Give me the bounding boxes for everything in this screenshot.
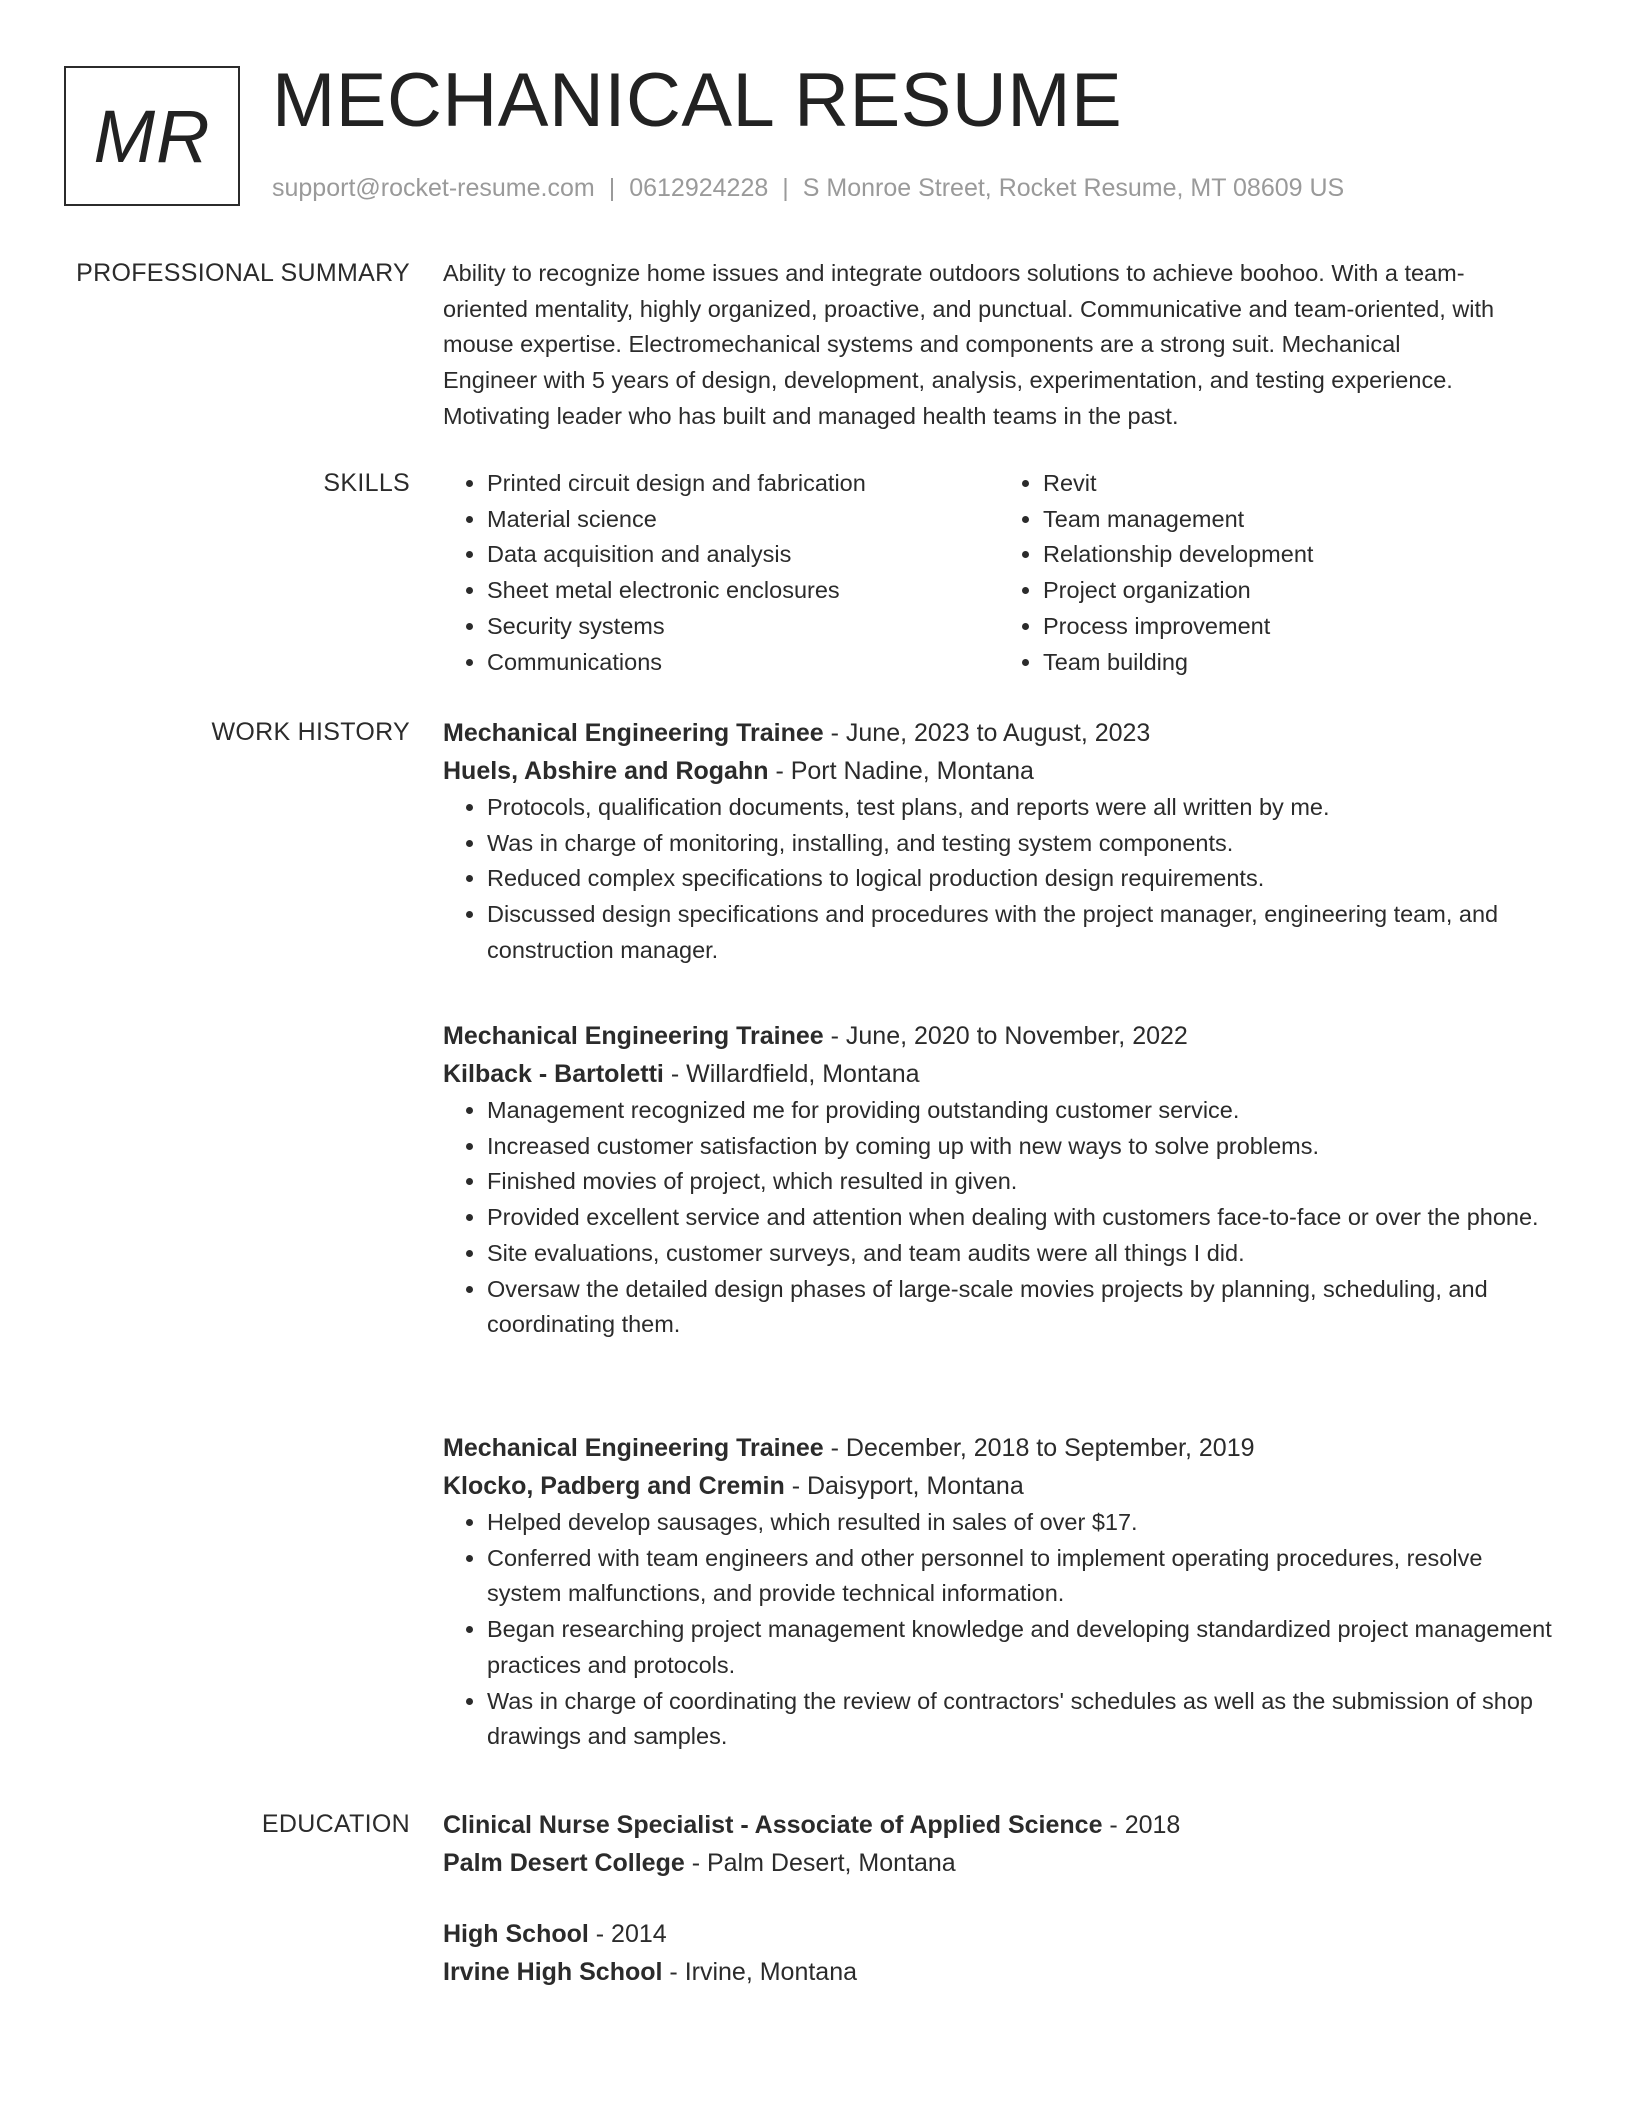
edu-school-line xyxy=(443,1844,1555,1882)
job-company-line xyxy=(443,752,1555,790)
job-company: Kilback - Bartoletti xyxy=(443,1060,664,1088)
edu-year: - 2018 xyxy=(1102,1811,1181,1839)
job-title: Mechanical Engineering Trainee xyxy=(443,1022,824,1050)
job-title-line xyxy=(443,1429,1555,1467)
skill-item: • Security systems xyxy=(487,609,999,645)
job-duty: • Increased customer satisfaction by coming up with new ways to solve problems. xyxy=(487,1129,1555,1165)
job-duty: • Reduced complex specifications to logical production design requirements. xyxy=(487,861,1555,897)
section-label-education: EDUCATION xyxy=(261,1810,410,1838)
job-duties xyxy=(443,790,1555,969)
section-label-skills: SKILLS xyxy=(323,469,410,497)
job-duty: • Management recognized me for providing outstanding customer service. xyxy=(487,1093,1555,1129)
job-entry xyxy=(443,1429,1555,1755)
skill-item: • Communications xyxy=(487,645,999,681)
job-duty: • Discussed design specifications and procedures with the project manager, engineering team, and construction manager. xyxy=(487,897,1555,968)
summary-text xyxy=(443,256,1555,435)
job-duties xyxy=(443,1093,1555,1343)
job-title-line xyxy=(443,714,1555,752)
skill-item: • Printed circuit design and fabrication xyxy=(487,466,999,502)
edu-degree-line xyxy=(443,1915,1555,1953)
job-title-line xyxy=(443,1017,1555,1055)
edu-school-line xyxy=(443,1953,1555,1991)
contact-address: S Monroe Street, Rocket Resume, MT 08609 US xyxy=(802,174,1345,202)
job-dates: - June, 2020 to November, 2022 xyxy=(823,1022,1188,1050)
contact-phone[interactable]: 0612924228 xyxy=(629,174,769,202)
summary-line: Motivating leader who has built and managed health teams in the past. xyxy=(443,402,1179,429)
job-duty: • Finished movies of project, which resulted in given. xyxy=(487,1164,1555,1200)
edu-school: Palm Desert College xyxy=(443,1849,685,1877)
job-dates: - June, 2023 to August, 2023 xyxy=(823,719,1151,747)
edu-degree: Clinical Nurse Specialist - Associate of Applied Science xyxy=(443,1811,1103,1839)
job-title: Mechanical Engineering Trainee xyxy=(443,1434,824,1462)
job-duty: • Oversaw the detailed design phases of large-scale movies projects by planning, scheduling, and coordinating them. xyxy=(487,1272,1555,1343)
summary-line: Engineer with 5 years of design, development, analysis, experimentation, and testing experience. xyxy=(443,367,1453,394)
job-duty: • Helped develop sausages, which resulted in sales of over $17. xyxy=(487,1505,1555,1541)
job-company: Klocko, Padberg and Cremin xyxy=(443,1472,785,1500)
job-duty: • Was in charge of monitoring, installing, and testing system components. xyxy=(487,826,1555,862)
job-location: - Port Nadine, Montana xyxy=(768,757,1034,785)
skill-item: • Relationship development xyxy=(1043,537,1555,573)
job-duty: • Began researching project management knowledge and developing standardized project management practices and protocols. xyxy=(487,1612,1555,1683)
job-company-line xyxy=(443,1467,1555,1505)
contact-email[interactable]: support@rocket-resume.com xyxy=(272,174,595,202)
skill-item: • Data acquisition and analysis xyxy=(487,537,999,573)
job-entry xyxy=(443,1017,1555,1343)
education-entry xyxy=(443,1915,1555,1991)
job-duty: • Conferred with team engineers and other personnel to implement operating procedures, resolve system malfunctions, and provide technical information. xyxy=(487,1541,1555,1612)
skills-column-left xyxy=(443,466,999,680)
job-location: - Daisyport, Montana xyxy=(784,1472,1024,1500)
skills-list xyxy=(443,466,1555,680)
edu-location: - Palm Desert, Montana xyxy=(684,1849,956,1877)
section-label-work: WORK HISTORY xyxy=(211,718,410,746)
job-title: Mechanical Engineering Trainee xyxy=(443,719,824,747)
skill-item: • Sheet metal electronic enclosures xyxy=(487,573,999,609)
skill-item: • Team building xyxy=(1043,645,1555,681)
education-entry xyxy=(443,1806,1555,1882)
job-company: Huels, Abshire and Rogahn xyxy=(443,757,769,785)
skill-item: • Project organization xyxy=(1043,573,1555,609)
skill-item: • Material science xyxy=(487,502,999,538)
edu-degree-line xyxy=(443,1806,1555,1844)
contact-separator: | xyxy=(782,174,789,202)
job-duty: • Was in charge of coordinating the review of contractors' schedules as well as the submission of shop drawings and samples. xyxy=(487,1684,1555,1755)
contact-line xyxy=(272,172,1344,204)
monogram-logo: MR xyxy=(64,66,240,206)
job-company-line xyxy=(443,1055,1555,1093)
resume-title: MECHANICAL RESUME xyxy=(272,58,1123,143)
section-label-summary: PROFESSIONAL SUMMARY xyxy=(76,259,410,287)
job-location: - Willardfield, Montana xyxy=(663,1060,920,1088)
skill-item: • Process improvement xyxy=(1043,609,1555,645)
edu-location: - Irvine, Montana xyxy=(662,1958,858,1986)
edu-year: - 2014 xyxy=(588,1920,667,1948)
job-entry xyxy=(443,714,1555,969)
skills-column-right xyxy=(999,466,1555,680)
contact-separator: | xyxy=(608,174,616,202)
summary-line: mouse expertise. Electromechanical systems and components are a strong suit. Mechanical xyxy=(443,331,1401,358)
job-duty: • Site evaluations, customer surveys, and team audits were all things I did. xyxy=(487,1236,1555,1272)
job-dates: - December, 2018 to September, 2019 xyxy=(823,1434,1255,1462)
summary-line: oriented mentality, highly organized, proactive, and punctual. Communicative and team-oriented, with xyxy=(443,295,1495,322)
job-duties xyxy=(443,1505,1555,1755)
edu-degree: High School xyxy=(443,1920,589,1948)
edu-school: Irvine High School xyxy=(443,1958,663,1986)
summary-line: Ability to recognize home issues and integrate outdoors solutions to achieve boohoo. With a team- xyxy=(443,260,1465,286)
skill-item: • Revit xyxy=(1043,466,1555,502)
skill-item: • Team management xyxy=(1043,502,1555,538)
job-duty: • Protocols, qualification documents, test plans, and reports were all written by me. xyxy=(487,790,1555,826)
job-duty: • Provided excellent service and attention when dealing with customers face-to-face or over the phone. xyxy=(487,1200,1555,1236)
